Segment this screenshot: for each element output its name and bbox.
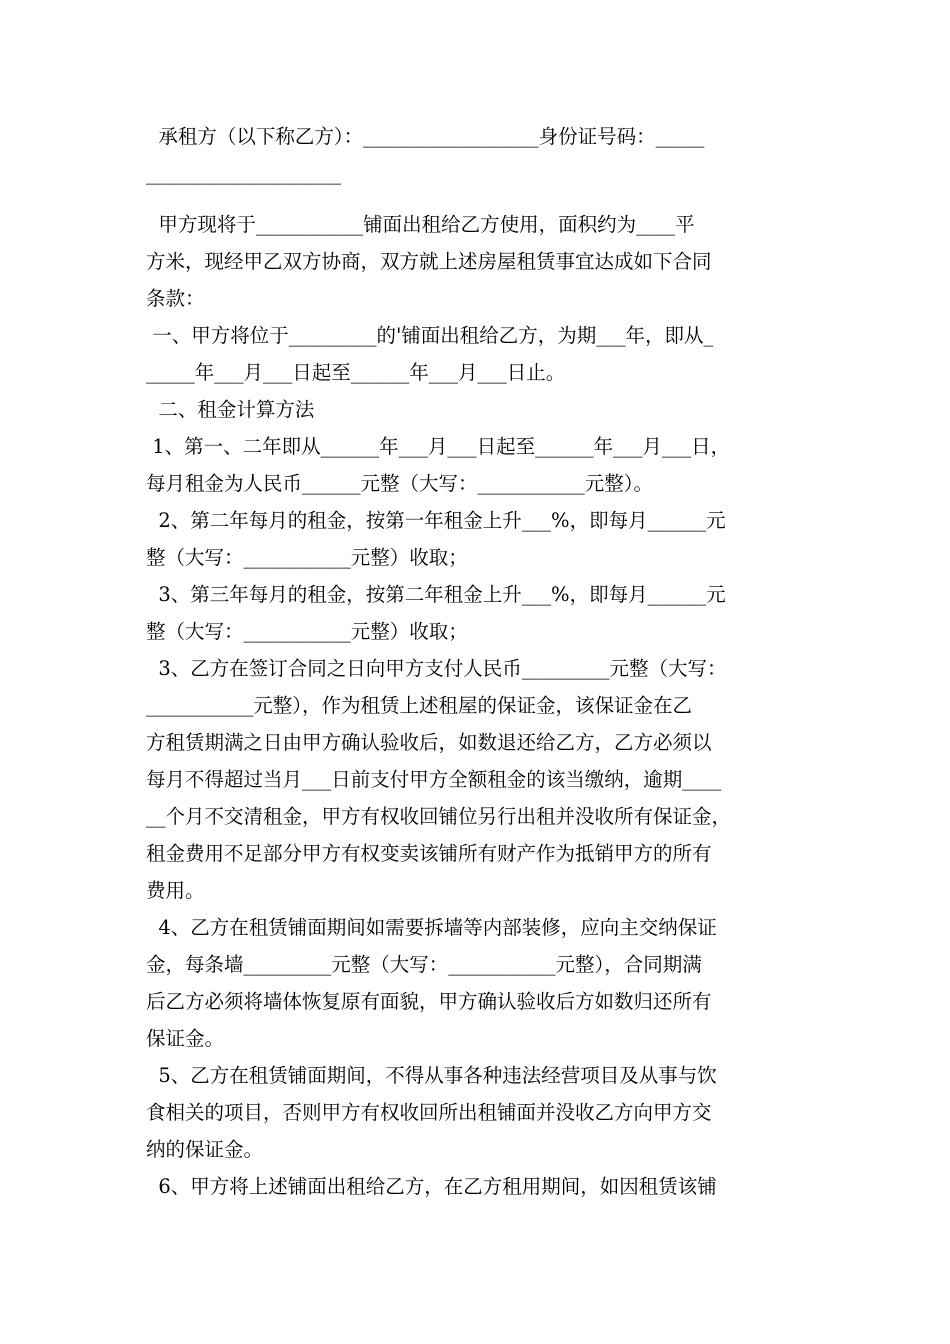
text-line: 一、甲方将位于_________的'铺面出租给乙方，为期___年，即从_: [146, 324, 714, 347]
text-line: 甲方现将于___________铺面出租给乙方使用，面积约为____平: [146, 213, 695, 236]
text-line: 条款：: [146, 287, 205, 310]
text-line: __个月不交清租金，甲方有权收回铺位另行出租并没收所有保证金，: [146, 805, 732, 828]
text-line: 整（大写：___________元整）收取；: [146, 620, 468, 643]
text-line: 纳的保证金。: [146, 1138, 264, 1161]
text-line: 3、乙方在签订合同之日向甲方支付人民币_________元整（大写：: [146, 657, 727, 680]
text-line: 保证金。: [146, 1027, 225, 1050]
text-line: 方米，现经甲乙双方协商，双方就上述房屋租赁事宜达成如下合同: [146, 250, 712, 273]
text-line: _____年___月___日起至______年___月___日止。: [146, 361, 566, 384]
text-line: ____________________: [146, 162, 341, 185]
text-line: 每月不得超过当月___日前支付甲方全额租金的该当缴纳，逾期____: [146, 768, 722, 791]
text-line: 1、第一、二年即从______年___月___日起至______年___月___日，: [146, 435, 731, 458]
text-line: 费用。: [146, 879, 205, 902]
text-line: 每月租金为人民币______元整（大写：___________元整）。: [146, 472, 654, 495]
text-line: 4、乙方在租赁铺面期间如需要拆墙等内部装修，应向主交纳保证: [146, 916, 717, 939]
text-line: 二、租金计算方法: [146, 398, 315, 421]
text-line: 5、乙方在租赁铺面期间，不得从事各种违法经营项目及从事与饮: [146, 1064, 717, 1087]
text-line: ___________元整），作为租赁上述租屋的保证金，该保证金在乙: [146, 694, 693, 717]
text-line: 食相关的项目，否则甲方有权收回所出租铺面并没收乙方向甲方交: [146, 1101, 712, 1124]
text-line: 方租赁期满之日由甲方确认验收后，如数退还给乙方，乙方必须以: [146, 731, 712, 754]
text-line: 承租方（以下称乙方）：__________________身份证号码：_____: [146, 125, 705, 148]
text-line: 后乙方必须将墙体恢复原有面貌，甲方确认验收后方如数归还所有: [146, 990, 712, 1013]
text-line: 整（大写：___________元整）收取；: [146, 546, 468, 569]
text-line: 金，每条墙_________元整（大写：___________元整），合同期满: [146, 953, 702, 976]
text-line: 租金费用不足部分甲方有权变卖该铺所有财产作为抵销甲方的所有: [146, 842, 712, 865]
contract-body: [146, 118, 808, 1205]
text-line: 3、第三年每月的租金，按第二年租金上升___%，即每月______元: [146, 583, 726, 606]
text-line: 2、第二年每月的租金，按第一年租金上升___%，即每月______元: [146, 509, 726, 532]
text-line: 6、甲方将上述铺面出租给乙方，在乙方租用期间，如因租赁该铺: [146, 1175, 717, 1198]
